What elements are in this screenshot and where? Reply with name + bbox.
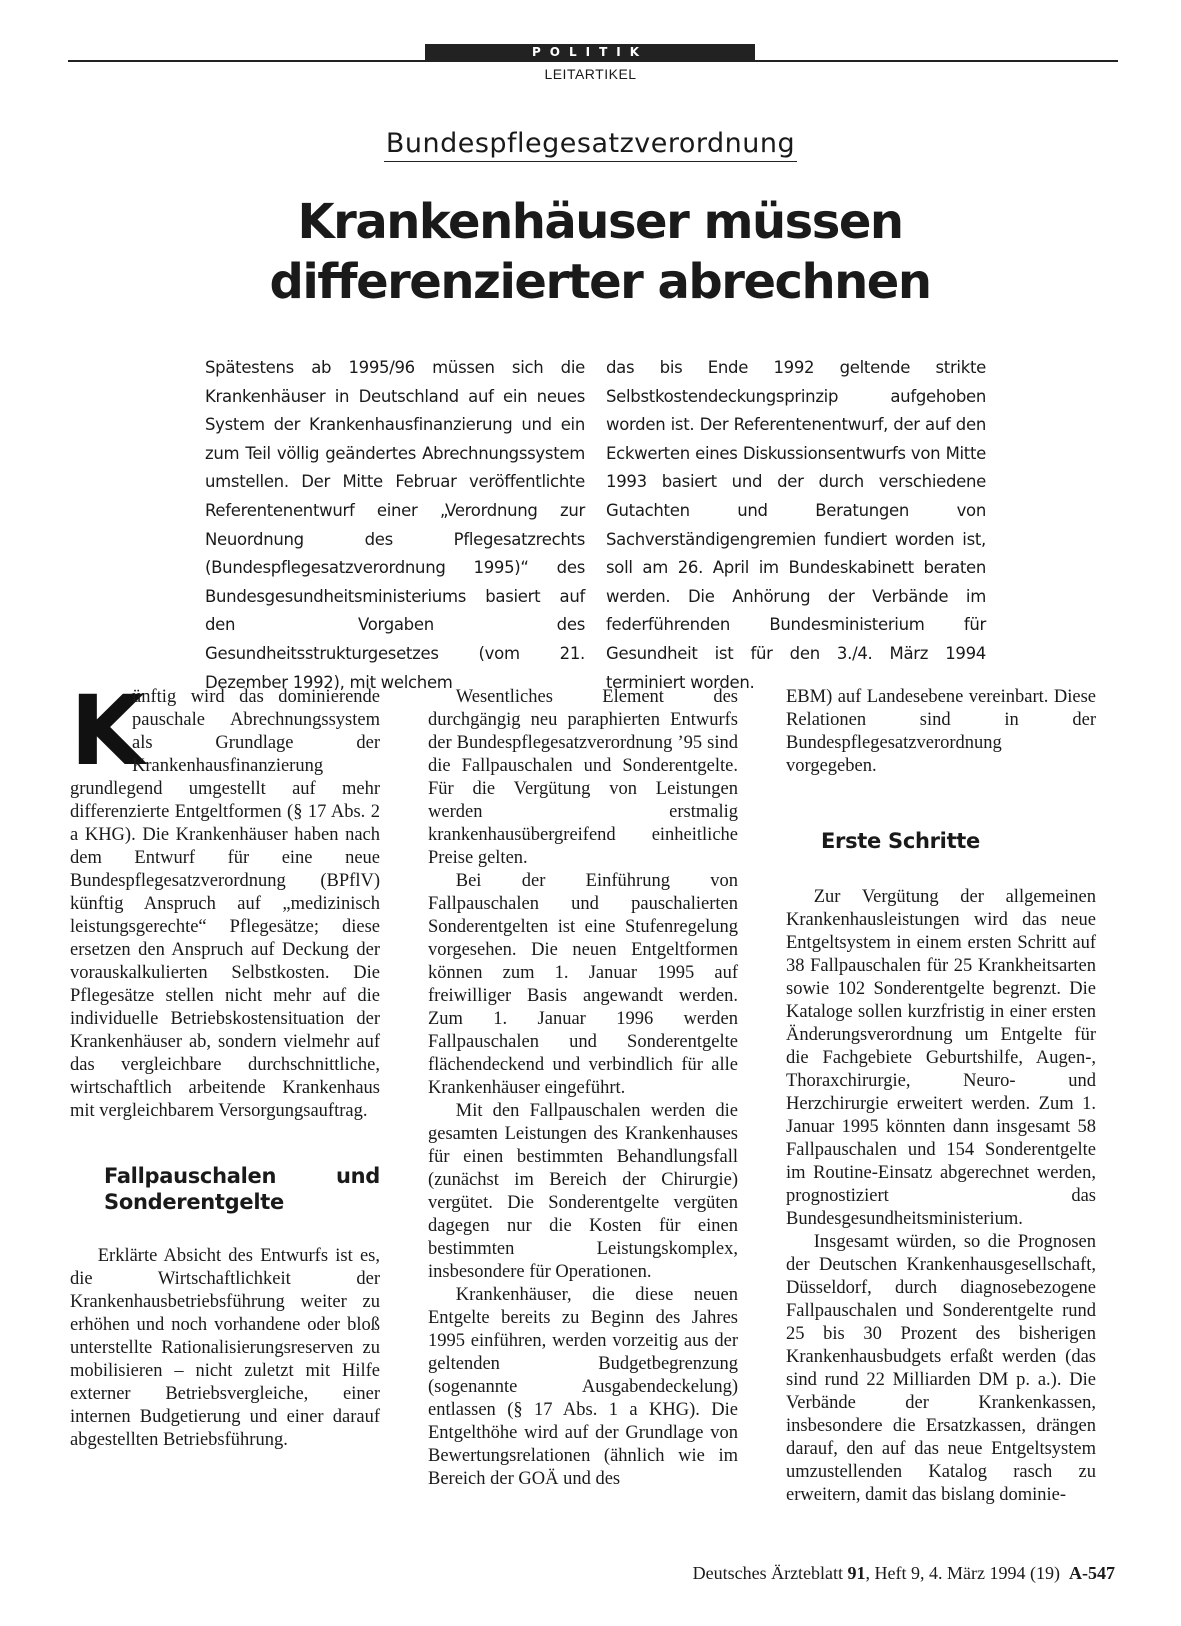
section-label: POLITIK <box>425 44 755 61</box>
paragraph: Insgesamt würden, so die Prognosen der Deutschen Krankenhausgesellschaft, Düsseldorf, durch diagnosebezogene Fallpauschalen und Sonderentgelte rund 25 bis 30 Prozent des bisherigen Krankenhausbudgets erfaßt werden (das sind rund 22 Milliarden DM p. a.). Die Verbände der Krankenkassen, insbesondere die Ersatzkassen, drängen darauf, den auf das neue Entgeltsystem umzustellenden Katalog rasch zu erweitern, damit das bislang dominie- <box>786 1232 1096 1505</box>
paragraph: Zur Vergütung der allgemeinen Krankenhausleistungen wird das neue Entgeltsystem in einem ersten Schritt auf 38 Fallpauschalen für 25 Krankheitsarten sowie 102 Sonderentgelte begrenzt. Die Kataloge sollen kurzfristig in einer ersten Änderungsverordnung um Entgelte für die Fachgebiete Geburtshilfe, Augen-, Thoraxchirurgie, Neuro- und Herzchirurgie erweitert werden. Zum 1. Januar 1995 könnten dann insgesamt 58 Fallpauschalen und 154 Sonderentgelte im Routine-Einsatz abgerechnet werden, prognostiziert das Bundesgesundheitsministerium. <box>786 887 1096 1229</box>
lead-column-1: Spätestens ab 1995/96 müssen sich die Krankenhäuser in Deutschland auf ein neues System der Krankenhausfinanzierung und ein zum Teil völlig geändertes Abrechnungssystem umstellen. Der Mitte Februar veröffentlichte Referentenentwurf einer „Verordnung zur Neuordnung des Pflegesatzrechts (Bundespflegesatzverordnung 1995)“ des Bundesgesundheitsministeriums basiert auf den Vorgaben des Gesundheitsstrukturgesetzes (vom 21. Dezember 1992), mit welchem <box>205 358 585 692</box>
lead-column-2: das bis Ende 1992 geltende strikte Selbstkostendeckungsprinzip aufgehoben worden ist. Der Referentenentwurf, der auf den Eckwerten eines Diskussionsentwurfs von Mitte 1993 basiert und der durch verschiedene Gutachten und Beratungen von Sachverständigengremien fundiert worden ist, soll am 26. April im Bundeskabinett beraten werden. Die Anhörung der Verbände im federführenden Bundesministerium für Gesundheit ist für den 3./4. März 1994 terminiert worden. <box>606 358 986 692</box>
paragraph: Wesentliches Element des durchgängig neu paraphierten Entwurfs der Bundespflegesatzverordnung ’95 sind die Fallpauschalen und Sonderentgelte. Für die Vergütung von Leistungen werden erstmalig krankenhausübergreifend einheitliche Preise gelten. <box>428 687 738 868</box>
headline <box>150 192 1050 312</box>
headline-line-2: differenzierter abrechnen <box>269 254 931 310</box>
kicker <box>0 128 1181 159</box>
journal-issue: , Heft 9, 4. März 1994 (19) <box>865 1563 1060 1583</box>
headline-line-1: Krankenhäuser müssen <box>297 194 903 250</box>
body-column-1 <box>70 675 380 1452</box>
subheading: Fallpauschalen und Sonderentgelte <box>104 1164 380 1214</box>
drop-cap: K <box>70 675 145 787</box>
body-column-3 <box>786 686 1096 1507</box>
rubric-label: LEITARTIKEL <box>544 66 637 82</box>
journal-volume: 91 <box>847 1563 866 1583</box>
journal-name: Deutsches Ärzteblatt <box>692 1563 844 1583</box>
paragraph-text: ünftig wird das dominierende pauschale Abrechnungssystem als Grundlage der Krankenhausfinanzierung grundlegend umgestellt auf mehr differenzierte Entgeltformen (§ 17 Abs. 2 a KHG). Die Krankenhäuser haben nach dem Entwurf für eine neue Bundespflegesatzverordnung (BPflV) künftig Anspruch auf „medizinisch leistungsgerechte“ Pflegesätze; diese ersetzen den Anspruch auf Deckung der vorauskalkulierten Selbstkosten. Die Pflegesätze stellen nicht mehr auf die individuelle Betriebskostensituation der Krankenhäuser ab, sondern vielmehr auf das vergleichbare durchschnittliche, wirtschaftlich arbeitende Krankenhaus mit vergleichbarem Versorgungsauftrag. <box>70 687 380 1121</box>
page-number: A-547 <box>1069 1563 1115 1583</box>
paragraph: Krankenhäuser, die diese neuen Entgelte bereits zu Beginn des Jahres 1995 einführen, werden vorzeitig aus der geltenden Budgetbegrenzung (sogenannte Ausgabendeckelung) entlassen (§ 17 Abs. 1 a KHG). Die Entgelthöhe wird auf der Grundlage von Bewertungsrelationen (ähnlich wie im Bereich der GOÄ und des <box>428 1285 738 1489</box>
subheading: Erste Schritte <box>821 829 980 853</box>
paragraph: Bei der Einführung von Fallpauschalen und pauschalierten Sonderentgelten ist eine Stufenregelung vorgesehen. Die neuen Entgeltformen können zum 1. Januar 1995 auf freiwilliger Basis angewandt werden. Zum 1. Januar 1996 werden Fallpauschalen und Sonderentgelte flächendeckend und verbindlich für alle Krankenhäuser eingeführt. <box>428 871 738 1098</box>
body-column-2 <box>428 686 738 1491</box>
paragraph: Erklärte Absicht des Entwurfs ist es, die Wirtschaftlichkeit der Krankenhausbetriebsführung weiter zu erhöhen und noch vorhandene oder bloß unterstellte Rationalisierungsreserven zu mobilisieren – nicht zuletzt mit Hilfe externer Betriebsvergleiche, einer internen Budgetierung und einer darauf abgestellten Betriebsführung. <box>70 1246 380 1450</box>
paragraph <box>70 675 380 1123</box>
page-footer <box>693 1563 1115 1584</box>
paragraph: Mit den Fallpauschalen werden die gesamten Leistungen des Krankenhauses für einen bestimmten Behandlungsfall (zunächst im Bereich der Chirurgie) vergütet. Die Sonderentgelte vergüten dagegen nur die Kosten für einen bestimmten Leistungskomplex, insbesondere für Operationen. <box>428 1101 738 1282</box>
kicker-text: Bundespflegesatzverordnung <box>384 128 797 162</box>
paragraph: EBM) auf Landesebene vereinbart. Diese Relationen sind in der Bundespflegesatzverordnung vorgegeben. <box>786 687 1096 776</box>
